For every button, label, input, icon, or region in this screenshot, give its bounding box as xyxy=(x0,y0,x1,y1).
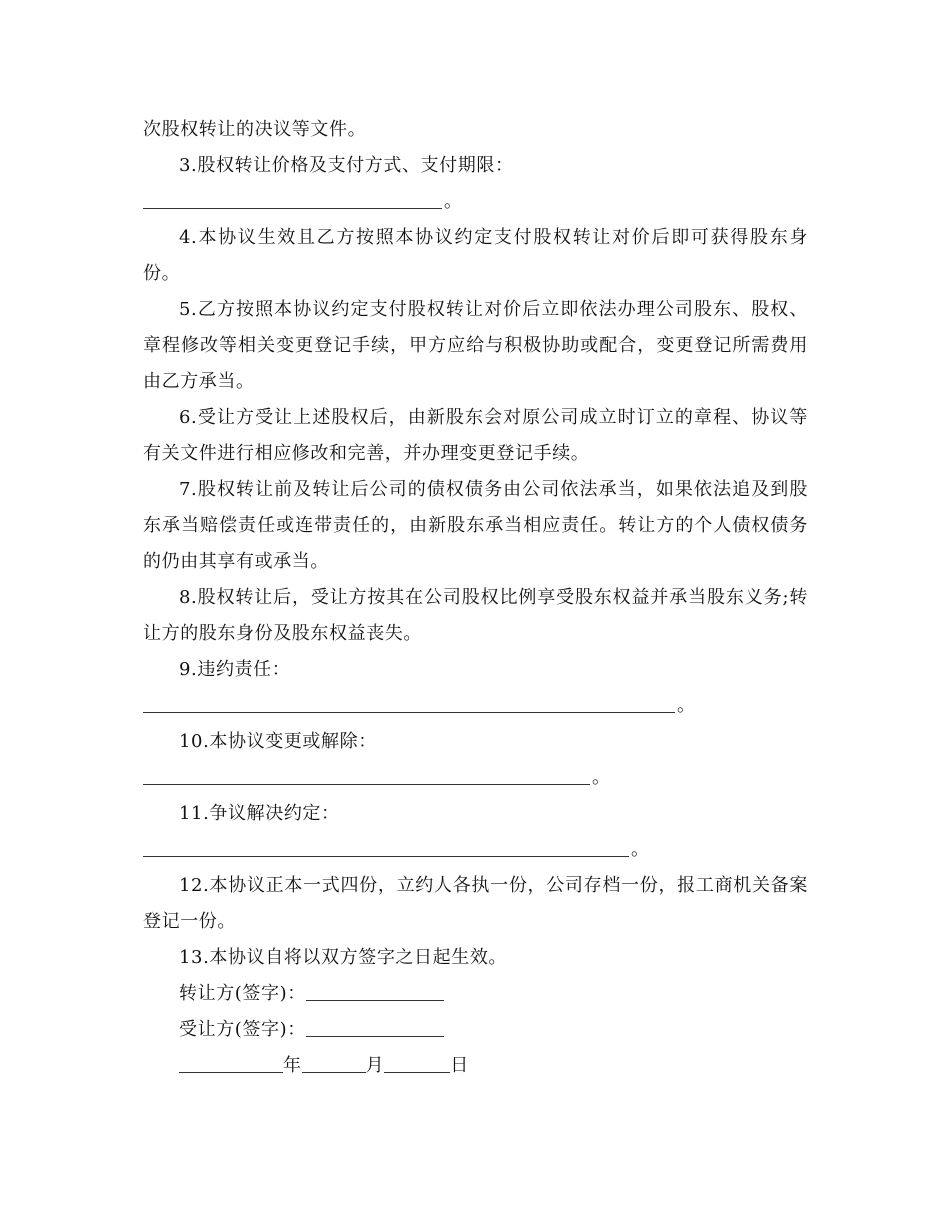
clause-9-fill-line xyxy=(143,688,808,724)
period: 。 xyxy=(677,695,695,716)
year-field[interactable] xyxy=(179,1054,283,1073)
year-label: 年 xyxy=(283,1055,302,1076)
transferee-signature-label: 受让方(签字)： xyxy=(179,1019,306,1040)
clause-4-effectiveness: 4.本协议生效且乙方按照本协议约定支付股权转让对价后即可获得股东身份。 xyxy=(143,227,808,284)
paragraph-0: 次股权转让的决议等文件。 xyxy=(143,119,367,140)
clause-3-fill-line xyxy=(143,184,808,220)
clause-10-amendment: 10.本协议变更或解除： xyxy=(179,731,377,752)
period: 。 xyxy=(444,191,462,212)
clause-5-registration: 5.乙方按照本协议约定支付股权转让对价后立即依法办理公司股东、股权、章程修改等相关变更登记手续，甲方应给与积极协助或配合，变更登记所需费用由乙方承当。 xyxy=(143,299,808,392)
day-label: 日 xyxy=(450,1055,469,1076)
transferee-signature-row xyxy=(143,1012,808,1048)
period: 。 xyxy=(631,839,649,860)
clause-11-fill-line xyxy=(143,832,808,868)
clause-12-copies: 12.本协议正本一式四份，立约人各执一份，公司存档一份，报工商机关备案登记一份。 xyxy=(143,875,808,932)
clause-13-effective-date: 13.本协议自将以双方签字之日起生效。 xyxy=(179,947,508,968)
date-row xyxy=(143,1048,808,1084)
month-field[interactable] xyxy=(302,1054,366,1073)
transferee-signature-field[interactable] xyxy=(306,1018,444,1037)
month-label: 月 xyxy=(365,1055,385,1076)
day-field[interactable] xyxy=(384,1054,450,1073)
period: 。 xyxy=(592,767,610,788)
clause-7-debts: 7.股权转让前及转让后公司的债权债务由公司依法承当，如果依法追及到股东承当赔偿责任或连带责任的，由新股东承当相应责任。转让方的个人债权债务的仍由其享有或承当。 xyxy=(143,479,808,572)
blank-field[interactable] xyxy=(143,190,442,209)
clause-10-fill-line xyxy=(143,760,808,796)
blank-field[interactable] xyxy=(143,766,590,785)
clause-9-liability: 9.违约责任： xyxy=(179,659,291,680)
clause-11-dispute: 11.争议解决约定： xyxy=(179,803,340,824)
transferor-signature-label: 转让方(签字)： xyxy=(179,983,306,1004)
transferor-signature-field[interactable] xyxy=(306,982,444,1001)
transferor-signature-row xyxy=(143,976,808,1012)
blank-field[interactable] xyxy=(143,694,675,713)
blank-field[interactable] xyxy=(143,838,629,857)
document-body xyxy=(143,112,808,1084)
clause-6-articles-revision: 6.受让方受让上述股权后，由新股东会对原公司成立时订立的章程、协议等有关文件进行相应修改和完善，并办理变更登记手续。 xyxy=(143,407,808,464)
clause-8-rights: 8.股权转让后，受让方按其在公司股权比例享受股东权益并承当股东义务;转让方的股东身份及股东权益丧失。 xyxy=(143,587,808,644)
clause-3-price-payment: 3.股权转让价格及支付方式、支付期限： xyxy=(179,155,514,176)
